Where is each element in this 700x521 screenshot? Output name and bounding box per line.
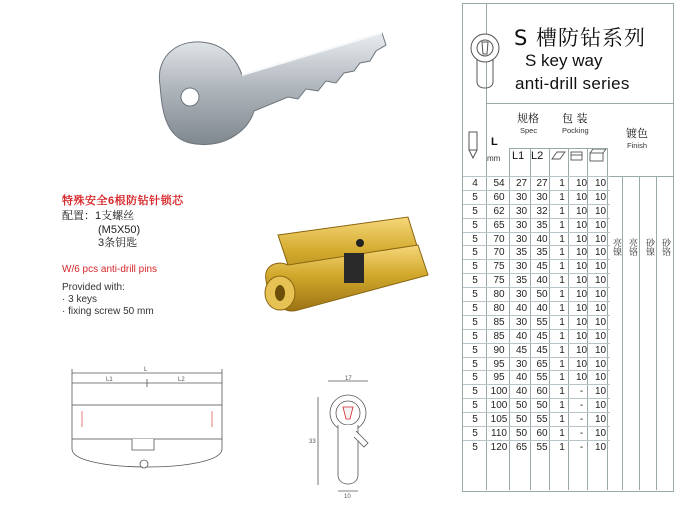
table-cell: 5: [463, 385, 487, 399]
table-cell: 27: [511, 177, 532, 191]
table-cell: 10: [572, 190, 591, 204]
config-line-2: (M5X50): [98, 223, 141, 236]
table-cell: 35: [511, 246, 532, 260]
table-cell: 5: [463, 232, 487, 246]
table-cell: 50: [532, 399, 552, 413]
table-cell: 10: [572, 177, 591, 191]
table-cell: 75: [487, 260, 511, 274]
spec-header-cn: 规格: [517, 112, 539, 125]
provided-item: · fixing screw 50 mm: [62, 306, 154, 317]
table-cell: 10: [572, 343, 591, 357]
table-cell: 30: [511, 315, 532, 329]
table-row: [463, 232, 610, 246]
table-cell: 80: [487, 288, 511, 302]
table-cell: 10: [572, 204, 591, 218]
table-cell: 10: [572, 274, 591, 288]
table-cell: 5: [463, 204, 487, 218]
table-cell: 80: [487, 302, 511, 316]
table-cell: 1: [552, 260, 572, 274]
table-cell: 10: [591, 343, 610, 357]
table-row: [463, 302, 610, 316]
table-cell: 60: [487, 190, 511, 204]
table-cell: 10: [591, 413, 610, 427]
table-cell: 10: [591, 399, 610, 413]
col-header-L2: L2: [531, 150, 544, 162]
dim-L1: L1: [106, 377, 113, 383]
provided-item: · 3 keys: [62, 294, 98, 305]
table-cell: 1: [552, 246, 572, 260]
table-row: [463, 440, 610, 453]
table-row: [463, 385, 610, 399]
table-cell: 10: [591, 246, 610, 260]
table-cell: 10: [591, 204, 610, 218]
table-cell: 100: [487, 385, 511, 399]
table-cell: 65: [511, 440, 532, 453]
table-cell: 5: [463, 440, 487, 453]
table-cell: 1: [552, 440, 572, 453]
table-row: [463, 274, 610, 288]
table-cell: 45: [532, 260, 552, 274]
table-row: [463, 427, 610, 441]
table-cell: 120: [487, 440, 511, 453]
table-cell: 1: [552, 204, 572, 218]
table-cell: 5: [463, 315, 487, 329]
carton-pack-icon: [590, 149, 606, 161]
table-cell: 10: [572, 246, 591, 260]
table-cell: 10: [572, 302, 591, 316]
table-cell: 30: [511, 260, 532, 274]
dim-33: 33: [309, 439, 316, 445]
table-cell: 30: [511, 288, 532, 302]
table-cell: 35: [532, 218, 552, 232]
table-cell: 45: [511, 343, 532, 357]
cylinder-illustration: [258, 205, 448, 335]
table-cell: 1: [552, 274, 572, 288]
single-pack-icon: [552, 152, 565, 159]
table-cell: 4: [463, 177, 487, 191]
table-cell: 40: [511, 302, 532, 316]
config-line-3: 3条钥匙: [98, 237, 138, 249]
table-cell: 50: [511, 413, 532, 427]
length-icon: [466, 128, 480, 162]
table-cell: 5: [463, 218, 487, 232]
series-title-en-1: S key way: [525, 51, 603, 70]
finish-satin-nickel: 砂镍: [644, 238, 654, 256]
dim-L2: L2: [178, 377, 185, 383]
table-cell: 10: [591, 218, 610, 232]
side-view-drawing: [62, 365, 232, 485]
table-cell: 85: [487, 329, 511, 343]
table-cell: 65: [487, 218, 511, 232]
table-cell: 35: [532, 246, 552, 260]
anti-drill-pins-en: W/6 pcs anti-drill pins: [62, 264, 158, 275]
table-cell: 10: [572, 218, 591, 232]
finish-bright-chrome: 亮铬: [627, 238, 637, 256]
table-cell: 40: [532, 232, 552, 246]
spec-header-en: Spec: [520, 126, 538, 135]
table-cell: 10: [591, 315, 610, 329]
table-cell: 1: [552, 177, 572, 191]
table-cell: 75: [487, 274, 511, 288]
table-cell: 1: [552, 371, 572, 385]
table-cell: 40: [511, 385, 532, 399]
table-cell: 55: [532, 413, 552, 427]
dim-10: 10: [344, 494, 351, 500]
table-cell: 1: [552, 343, 572, 357]
table-cell: 50: [511, 399, 532, 413]
table-cell: 105: [487, 413, 511, 427]
table-cell: 10: [591, 190, 610, 204]
table-cell: 40: [532, 274, 552, 288]
table-cell: 55: [532, 371, 552, 385]
table-cell: 10: [572, 357, 591, 371]
table-cell: 5: [463, 329, 487, 343]
table-cell: -: [572, 427, 591, 441]
table-cell: 5: [463, 274, 487, 288]
table-cell: 70: [487, 232, 511, 246]
provided-block: [62, 282, 154, 318]
spec-table: [463, 176, 610, 454]
table-cell: 10: [591, 385, 610, 399]
table-row: [463, 343, 610, 357]
table-cell: 100: [487, 399, 511, 413]
table-cell: 1: [552, 427, 572, 441]
table-row: [463, 246, 610, 260]
table-cell: 85: [487, 315, 511, 329]
key-illustration: [150, 15, 390, 155]
table-cell: 5: [463, 399, 487, 413]
box-pack-icon: [571, 152, 582, 160]
table-cell: 10: [591, 371, 610, 385]
col-header-L: L: [491, 136, 498, 148]
table-cell: 30: [511, 232, 532, 246]
table-cell: 60: [532, 385, 552, 399]
table-cell: 10: [591, 357, 610, 371]
table-row: [463, 260, 610, 274]
table-cell: 65: [532, 357, 552, 371]
table-cell: 10: [591, 274, 610, 288]
table-cell: 60: [532, 427, 552, 441]
table-cell: 40: [511, 371, 532, 385]
col-header-mm: mm: [487, 154, 501, 163]
front-view-drawing: [300, 375, 390, 500]
table-cell: 10: [572, 260, 591, 274]
config-block: [62, 210, 140, 251]
table-cell: 5: [463, 302, 487, 316]
table-cell: 54: [487, 177, 511, 191]
table-cell: 55: [532, 315, 552, 329]
table-cell: -: [572, 413, 591, 427]
table-cell: 1: [552, 385, 572, 399]
table-cell: 5: [463, 371, 487, 385]
dim-17: 17: [345, 376, 352, 382]
table-cell: 45: [532, 343, 552, 357]
table-cell: 10: [591, 260, 610, 274]
table-cell: 40: [511, 329, 532, 343]
table-cell: 50: [511, 427, 532, 441]
table-cell: 1: [552, 329, 572, 343]
table-row: [463, 190, 610, 204]
table-cell: 5: [463, 246, 487, 260]
table-cell: 5: [463, 260, 487, 274]
table-cell: 27: [532, 177, 552, 191]
table-row: [463, 371, 610, 385]
table-cell: 95: [487, 357, 511, 371]
table-cell: 1: [552, 357, 572, 371]
table-cell: 10: [591, 329, 610, 343]
table-cell: 30: [511, 357, 532, 371]
table-cell: 10: [591, 288, 610, 302]
pack-header-cn: 包 装: [562, 112, 588, 125]
table-cell: 10: [591, 302, 610, 316]
dim-L: L: [144, 367, 148, 373]
col-header-L1: L1: [512, 150, 525, 162]
table-cell: 5: [463, 288, 487, 302]
finish-header-cn: 镀色: [626, 127, 648, 140]
table-cell: 5: [463, 427, 487, 441]
table-row: [463, 399, 610, 413]
table-row: [463, 288, 610, 302]
table-cell: 1: [552, 315, 572, 329]
table-row: [463, 315, 610, 329]
table-cell: 32: [532, 204, 552, 218]
table-cell: 1: [552, 413, 572, 427]
table-cell: 10: [591, 427, 610, 441]
table-cell: 1: [552, 218, 572, 232]
table-cell: 55: [532, 440, 552, 453]
table-cell: 10: [572, 315, 591, 329]
table-cell: 35: [511, 274, 532, 288]
table-cell: 110: [487, 427, 511, 441]
cylinder-icon: [466, 28, 504, 92]
table-cell: 30: [511, 204, 532, 218]
series-title-cn: S 槽防钻系列: [514, 26, 647, 50]
table-row: [463, 329, 610, 343]
table-cell: 1: [552, 302, 572, 316]
series-title-en-2: anti-drill series: [515, 74, 630, 93]
table-row: [463, 177, 610, 191]
provided-title: Provided with:: [62, 282, 125, 293]
table-cell: 10: [572, 232, 591, 246]
table-cell: 1: [552, 288, 572, 302]
table-cell: -: [572, 440, 591, 453]
config-line-1: 配置：1支螺丝: [62, 210, 135, 222]
table-cell: -: [572, 385, 591, 399]
table-cell: -: [572, 399, 591, 413]
table-cell: 10: [591, 177, 610, 191]
table-cell: 70: [487, 246, 511, 260]
finish-header-en: Finish: [627, 141, 648, 150]
table-cell: 90: [487, 343, 511, 357]
table-cell: 62: [487, 204, 511, 218]
table-cell: 45: [532, 329, 552, 343]
table-cell: 10: [572, 329, 591, 343]
table-cell: 10: [572, 288, 591, 302]
table-cell: 95: [487, 371, 511, 385]
product-title-cn: 特殊安全6根防钻针锁芯: [62, 195, 184, 207]
table-cell: 30: [532, 190, 552, 204]
table-cell: 30: [511, 190, 532, 204]
table-cell: 30: [511, 218, 532, 232]
table-cell: 40: [532, 302, 552, 316]
table-row: [463, 357, 610, 371]
table-cell: 50: [532, 288, 552, 302]
table-cell: 5: [463, 190, 487, 204]
table-cell: 1: [552, 399, 572, 413]
pack-header-en: Pocking: [562, 126, 589, 135]
table-cell: 10: [572, 371, 591, 385]
table-row: [463, 218, 610, 232]
table-cell: 5: [463, 413, 487, 427]
table-cell: 10: [591, 440, 610, 453]
table-cell: 10: [591, 232, 610, 246]
finish-bright-nickel: 亮镍: [611, 238, 621, 256]
finish-satin-chrome: 砂铬: [660, 238, 670, 256]
table-cell: 1: [552, 190, 572, 204]
table-cell: 5: [463, 357, 487, 371]
table-cell: 1: [552, 232, 572, 246]
table-cell: 5: [463, 343, 487, 357]
table-row: [463, 413, 610, 427]
table-row: [463, 204, 610, 218]
